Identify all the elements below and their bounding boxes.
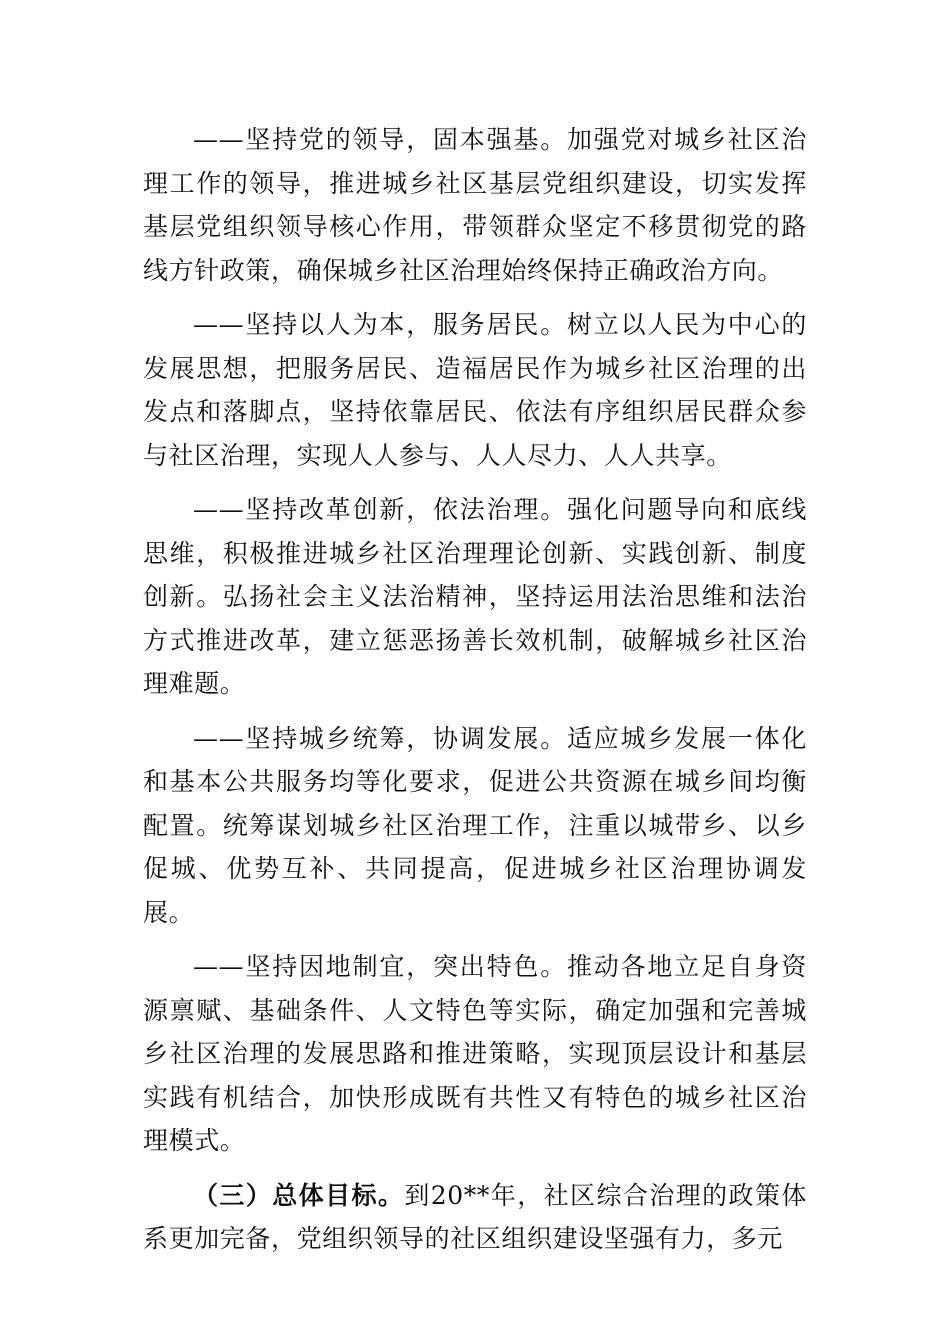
principle-paragraph-4: ——坚持城乡统筹，协调发展。适应城乡发展一体化和基本公共服务均等化要求，促进公共资源在城乡间均衡配置。统筹谋划城乡社区治理工作，注重以城带乡、以乡促城、优势互补、共同提高，促进城乡社区治理协调发展。 [143, 723, 807, 927]
overall-goal-heading: （三）总体目标。 [193, 1180, 405, 1210]
overall-goal-text: 到20**年，社区综合治理的政策体系更加完备，党组织领导的社区组织建设坚强有力，多元 [143, 1180, 807, 1253]
document-body [143, 118, 807, 1272]
overall-goal-paragraph [143, 1174, 807, 1261]
principle-paragraph-3: ——坚持改革创新，依法治理。强化问题导向和底线思维，积极推进城乡社区治理理论创新、实践创新、制度创新。弘扬社会主义法治精神，坚持运用法治思维和法治方式推进改革，建立惩恶扬善长效机制，破解城乡社区治理难题。 [143, 495, 807, 698]
principle-paragraph-5: ——坚持因地制宜，突出特色。推动各地立足自身资源禀赋、基础条件、人文特色等实际，确定加强和完善城乡社区治理的发展思路和推进策略，实现顶层设计和基层实践有机结合，加快形成既有共性又有特色的城乡社区治理模式。 [143, 952, 807, 1155]
principle-paragraph-2: ——坚持以人为本，服务居民。树立以人民为中心的发展思想，把服务居民、造福居民作为城乡社区治理的出发点和落脚点，坚持依靠居民、依法有序组织居民群众参与社区治理，实现人人参与、人人尽力、人人共享。 [143, 310, 807, 470]
principle-paragraph-1: ——坚持党的领导，固本强基。加强党对城乡社区治理工作的领导，推进城乡社区基层党组织建设，切实发挥基层党组织领导核心作用，带领群众坚定不移贯彻党的路线方针政策，确保城乡社区治理始终保持正确政治方向。 [143, 125, 807, 285]
